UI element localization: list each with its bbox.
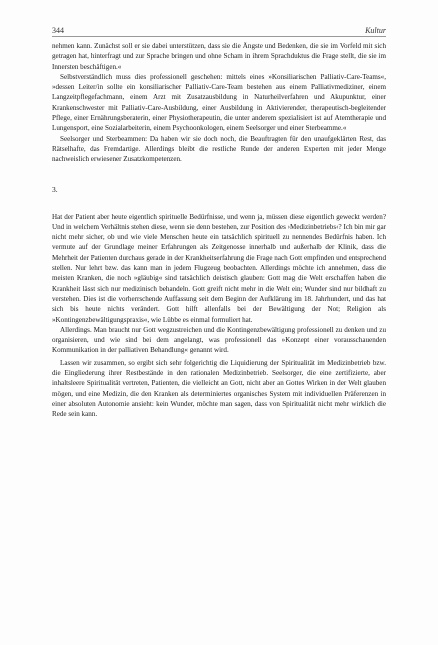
- running-title: Kultur: [365, 26, 386, 35]
- section-number: 3.: [52, 184, 58, 194]
- page-header: [52, 26, 386, 37]
- paragraph: Allerdings. Man braucht nur Gott wegzustreichen und die Kontingenzbewältigung professionell zu denken und zu organisieren, und wie sind bei dem angelangt, was professionell das »Konzept einer vorausschauenden Kommunikation in der palliativen Behandlung« genannt wird.: [52, 325, 386, 355]
- page-number: 344: [52, 26, 64, 35]
- paragraph: nehmen kann. Zunächst soll er sie dabei unterstützen, dass sie die Ängste und Bedenken, die sie im Vorfeld mit sich getragen hat, hinterfragt und zur Sprache bringen und ohne Scham in ihrem Sprachduktus die Frage stellt, die sie im Innersten beschäftigen.«: [52, 42, 386, 71]
- paragraph: Seelsorger und Sterbeammen: Da haben wir sie doch noch, die Beauftragten für den unaufgeklärten Rest, das Rätselhafte, das Fremdartige. Allerdings bleibt die restliche Runde der anderen Experten mit jeder Menge nachweislich erwiesener Zusatzkompetenzen.: [52, 134, 386, 164]
- paragraph: Selbstverständlich muss dies professionell geschehen: mittels eines »Konsiliarischen Palliativ-Care-Teams«, »dessen Leiter/in sollte ein konsiliarischer Palliativ-Care-Team bestehen aus einem Palliativmediziner, einem Langzeitpflegefachmann, einem Arzt mit Zusatzausbildung in Naturheilverfahren und Akupunktur, einer Krankenschwester mit Palliativ-Care-Ausbildung, einer Ausbildung in Aktivierender, therapeutisch-begleitender Pflege, einer Ernährungsberaterin, einer Physiotherapeutin, die unter anderem spezialisiert ist auf Atemtherapie und Lungensport, eine Sozialarbeiterin, einem Psychoonkologen, einem Seelsorger und einer Sterbeamme.«: [52, 72, 386, 133]
- paragraph: Lassen wir zusammen, so ergibt sich sehr folgerichtig die Liquidierung der Spiritualität im Medizinbetrieb bzw. die Eingliederung ihrer Restbestände in den rationalen Medizinbetrieb. Seelsorger, die eine zertifizierte, aber inhaltsleere Spiritualität vertreten, Patienten, die vielleicht an Gott, nicht aber an Gottes Wirken in der Welt glauben mögen, und eine Medizin, die den Kranken als determiniertes organisches System mit individuellen Präferenzen in einer absoluten Autonomie ansieht: kein Wunder, möchte man sagen, dass von Spiritualität nicht mehr wirklich die Rede sein kann.: [52, 358, 386, 419]
- page-body: [52, 41, 386, 420]
- paragraph: Hat der Patient aber heute eigentlich spirituelle Bedürfnisse, und wenn ja, müssen diese eigentlich geweckt werden? Und in welchem Verhältnis stehen diese, wenn sie denn bestehen, zur Position des ›Medizinbetriebs‹? Ich bin mir gar nicht mehr sicher, ob und wie viele Menschen heute ein tatsächlich spirituell zu nennendes Bedürfnis haben. Ich vermute auf der Grundlage meiner Erfahrungen als Zeitgenosse innerhalb und außerhalb der Klinik, dass die Mehrheit der Patienten durchaus gerade in der Krankheitserfahrung die Frage nach Gott empfinden und entsprechend stellen. Nur lehrt bzw. das kann man in jedem Flugzeug beobachten. Allerdings möchte ich annehmen, dass die meisten Kranken, die noch »gläubig« sind tatsächlich deistisch glauben: Gott mag die Welt erschaffen haben die Krankheit lässt sich nur medizinisch behandeln. Gott greift nicht mehr in die Welt ein; Wunder sind nur bildhaft zu verstehen. Dies ist die vorherrschende Auffassung seit dem Beginn der Aufklärung im 18. Jahrhundert, und das hat sich bis heute nichts verändert. Gott hilft allenfalls bei der Bewältigung der Not; Religion als »Kontingenzbewältigungspraxis«, wie Lübbe es einmal formuliert hat.: [52, 212, 386, 324]
